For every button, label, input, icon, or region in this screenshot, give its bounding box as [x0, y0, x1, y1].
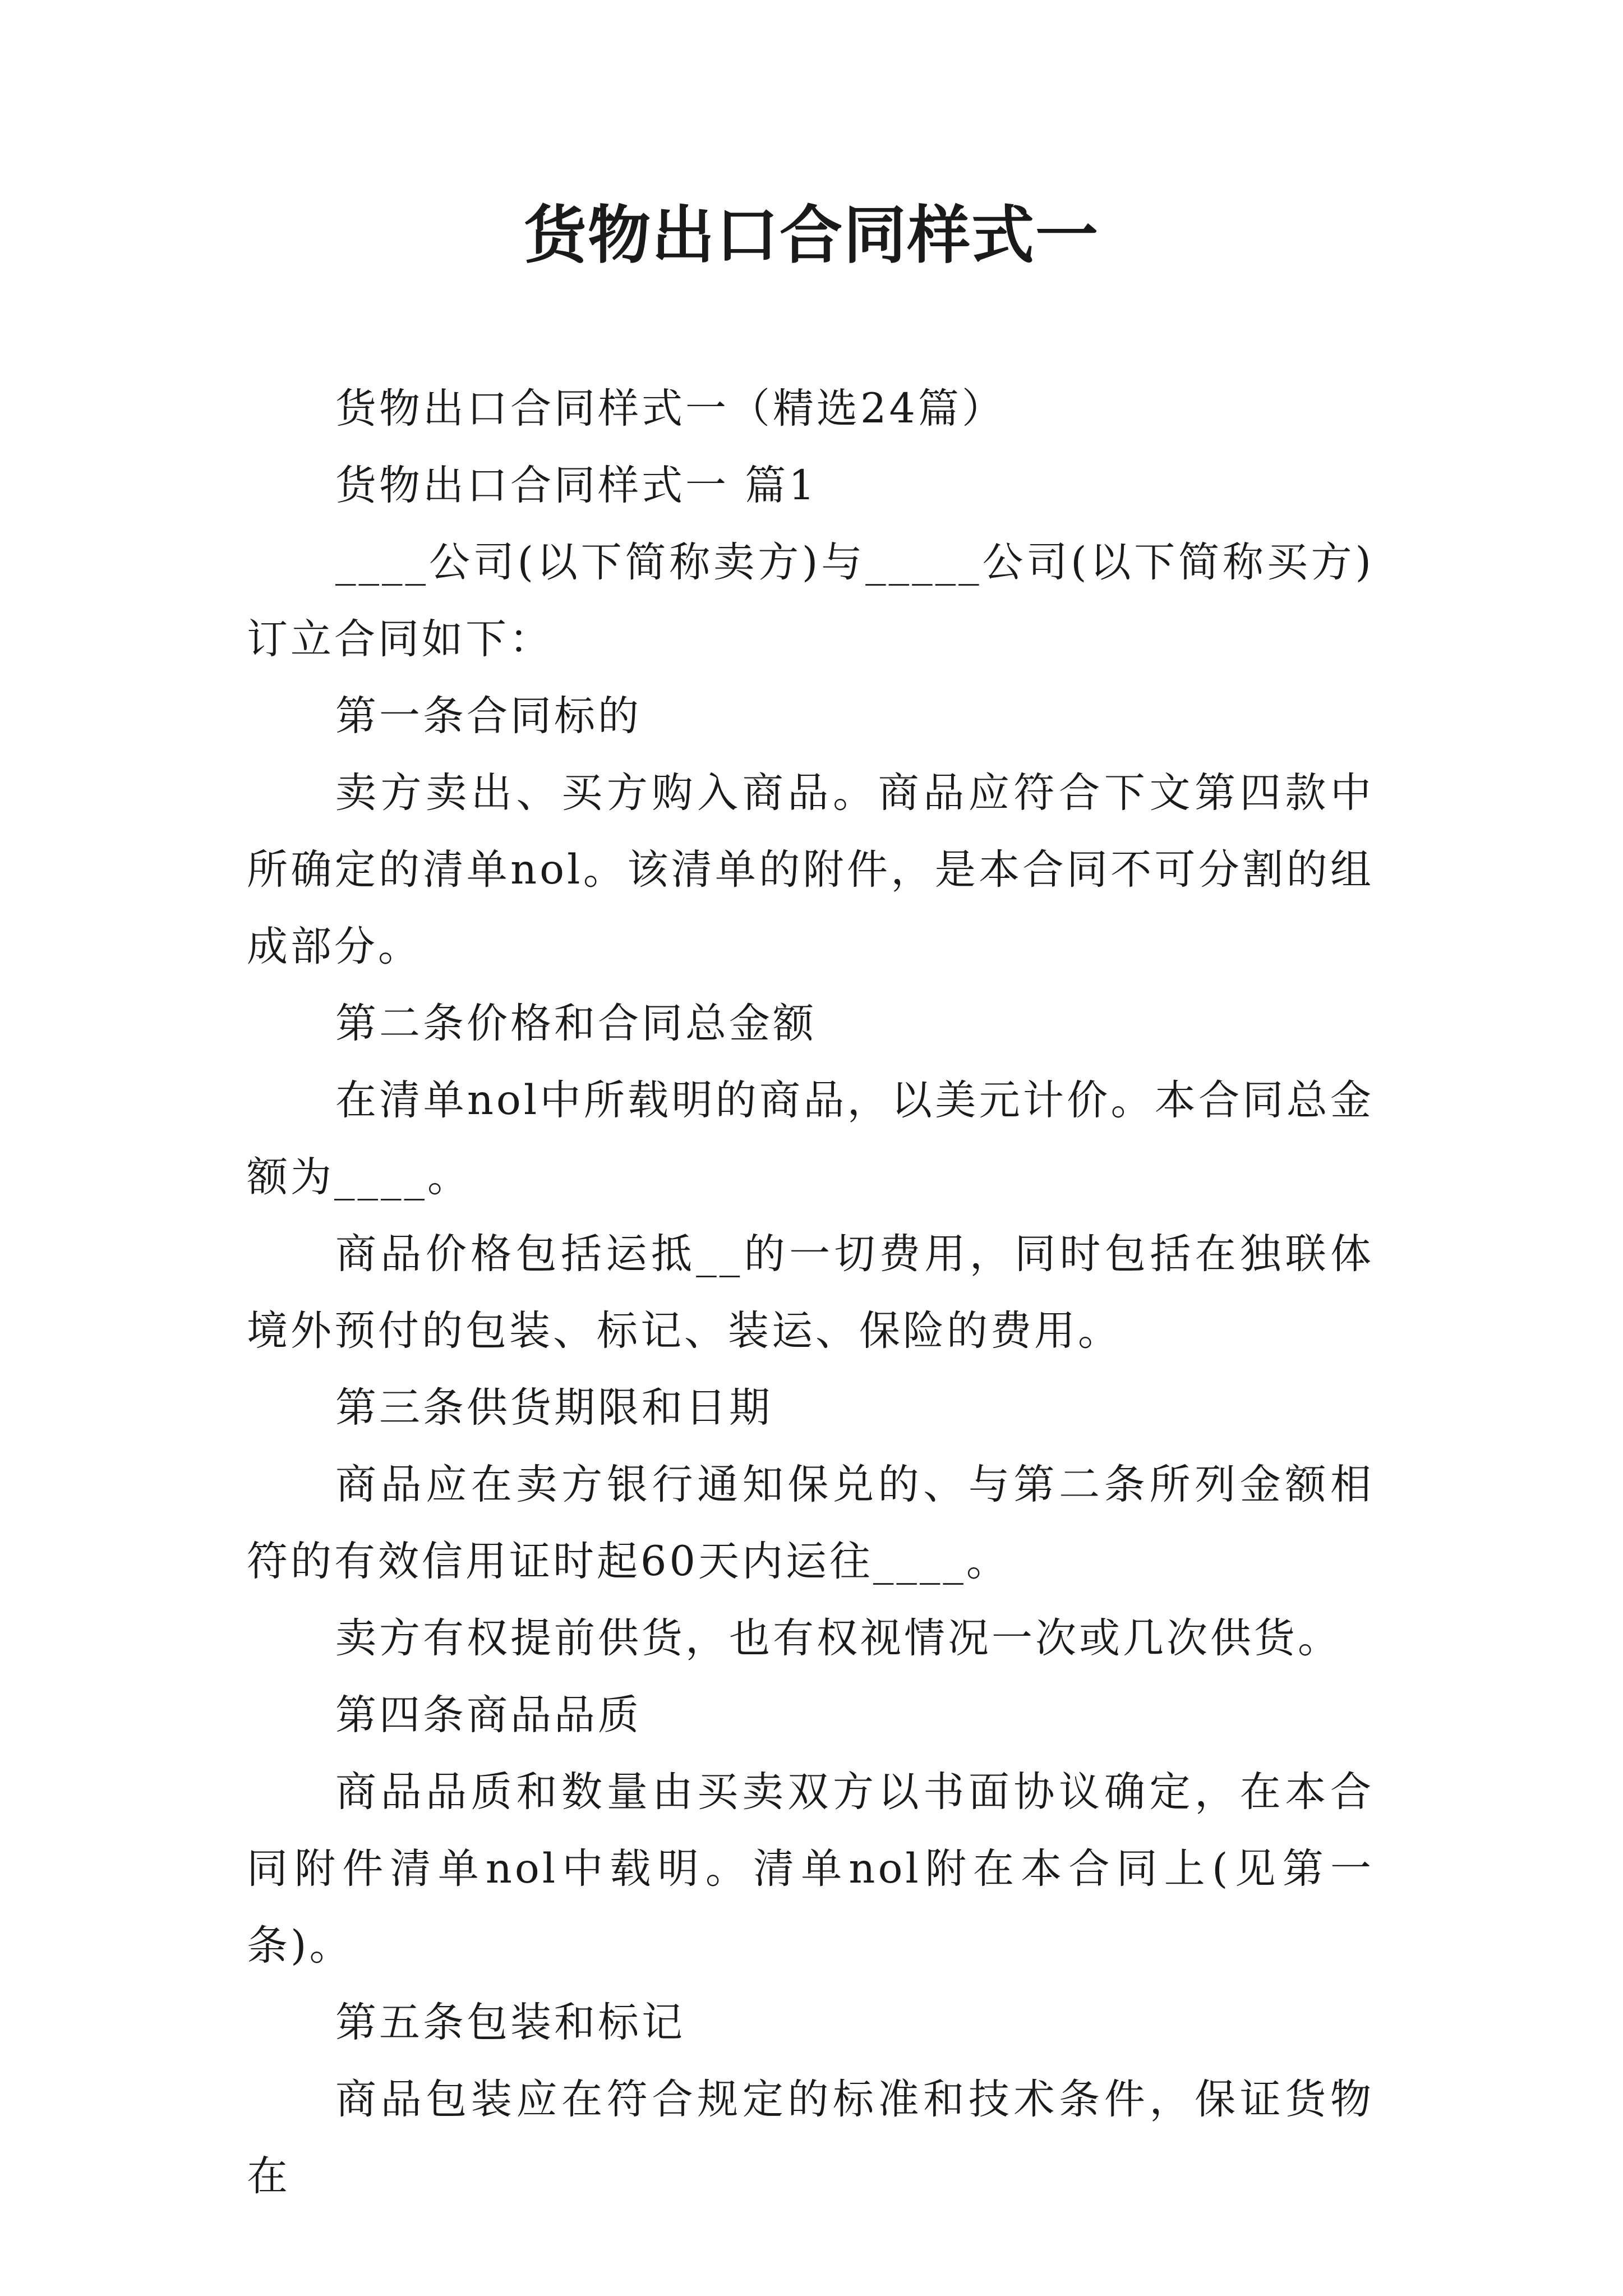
- paragraph-section-heading: 货物出口合同样式一 篇1: [335, 462, 818, 509]
- article-2-text-2: 商品价格包括运抵__的一切费用，同时包括在独联体境外预付的包装、标记、装运、保险的费用。: [247, 1230, 1374, 1355]
- article-2-heading: 第二条价格和合同总金额: [335, 1000, 817, 1047]
- article-2-text-1: 在清单nol中所载明的商品，以美元计价。本合同总金额为____。: [247, 1076, 1374, 1201]
- document-body: [247, 370, 1374, 2215]
- paragraph-parties: ____公司(以下简称卖方)与_____公司(以下简称买方)订立合同如下：: [247, 539, 1374, 663]
- article-5-heading: 第五条包装和标记: [335, 1999, 685, 2046]
- article-1-text: 卖方卖出、买方购入商品。商品应符合下文第四款中所确定的清单nol。该清单的附件，是本合同不可分割的组成部分。: [247, 769, 1374, 970]
- article-3-heading: 第三条供货期限和日期: [335, 1384, 773, 1432]
- article-4-heading: 第四条商品品质: [335, 1691, 642, 1739]
- article-3-text-1: 商品应在卖方银行通知保兑的、与第二条所列金额相符的有效信用证时起60天内运往____。: [247, 1461, 1374, 1585]
- article-5-text: 商品包装应在符合规定的标准和技术条件，保证货物在: [247, 2076, 1374, 2200]
- article-3-text-2: 卖方有权提前供货，也有权视情况一次或几次供货。: [335, 1614, 1341, 1662]
- document-title: 货物出口合同样式一: [524, 199, 1099, 272]
- article-1-heading: 第一条合同标的: [335, 692, 642, 740]
- paragraph-subtitle: 货物出口合同样式一（精选24篇）: [335, 385, 1006, 432]
- article-4-text: 商品品质和数量由买卖双方以书面协议确定，在本合同附件清单nol中载明。清单nol附在本合同上(见第一条)。: [247, 1768, 1374, 1970]
